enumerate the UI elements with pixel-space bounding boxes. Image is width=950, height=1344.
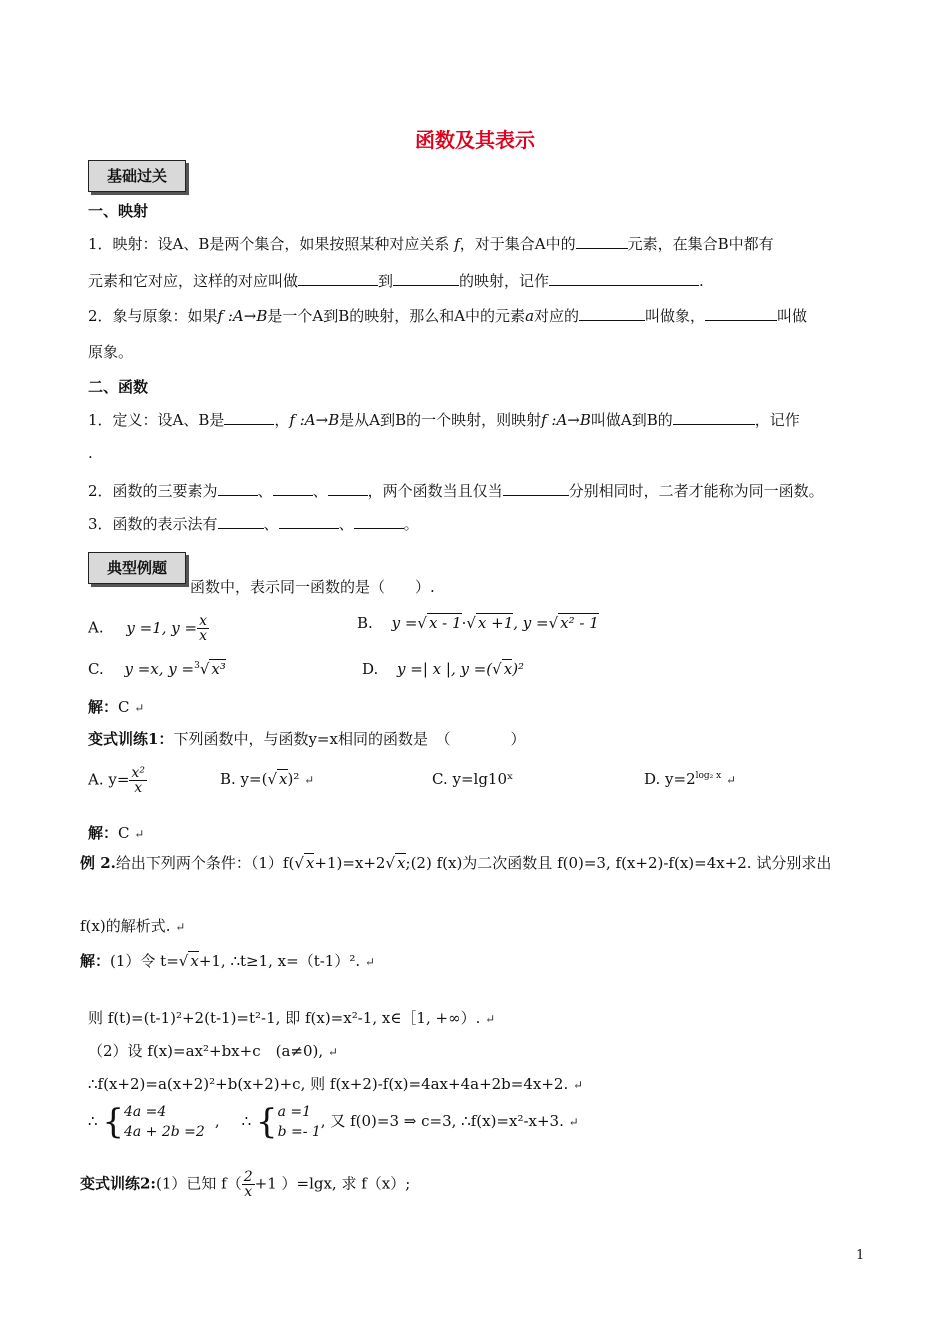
- text: , 又 f(0)=3 ⇒ c=3, ∴f(x)=x²-x+3.: [320, 1112, 564, 1130]
- fill-blank: [579, 306, 645, 321]
- fill-blank: [298, 271, 378, 286]
- text: 元素和它对应，这样的对应叫做: [88, 272, 299, 290]
- text: 1．映射：设A、B是两个集合，如果按照某种对应关系: [88, 235, 450, 253]
- text: 分别相同时，二者才能称为同一函数。: [568, 482, 824, 500]
- text: 叫做: [777, 307, 808, 325]
- radicand: x: [279, 770, 288, 788]
- text: 到: [378, 272, 394, 290]
- radicand: x³: [211, 660, 226, 678]
- example-2-line-2: [80, 915, 185, 936]
- radicand: x - 1: [428, 614, 462, 632]
- var-a: a: [525, 307, 535, 325]
- text: 对应的: [534, 307, 580, 325]
- example-2-solution-5: [88, 1102, 579, 1142]
- map-notation: f :A→B: [289, 411, 340, 429]
- return-arrow-icon: ↵: [726, 773, 737, 787]
- power-base: 2: [686, 770, 696, 788]
- text: 是从A到B的一个映射，则映射: [339, 411, 542, 429]
- option-d-expression-end: )²: [512, 660, 525, 678]
- radicand: x +1: [477, 614, 514, 632]
- variant-1-option-d: [644, 770, 736, 788]
- return-arrow-icon: ↵: [364, 955, 375, 969]
- text: f(x)的解析式.: [80, 917, 171, 935]
- radical-sign: √: [548, 614, 559, 632]
- variant-2: [80, 1170, 410, 1199]
- equation-system-2: [278, 1102, 321, 1142]
- var-f: f: [454, 235, 460, 253]
- return-arrow-icon: ↵: [304, 773, 315, 787]
- text: 、: [312, 482, 328, 500]
- return-arrow-icon: ↵: [327, 1045, 338, 1059]
- text: 叫做A到B的: [590, 411, 673, 429]
- text: 给出下列两个条件：（1）f(: [115, 854, 295, 872]
- variant-1-option-b: [220, 770, 314, 788]
- mapping-paragraph-2-line-2: 原象。: [88, 343, 134, 361]
- text: +1, ∴t≥1, x=（t-1）².: [198, 952, 361, 970]
- example-1-solution: [88, 696, 144, 717]
- numerator: x²: [131, 765, 145, 781]
- text: 3．函数的表示法有: [88, 515, 218, 533]
- radicand: x: [397, 854, 406, 872]
- option-b: [357, 614, 599, 632]
- example-label: 例 2.: [80, 854, 116, 872]
- option-a: [88, 614, 209, 643]
- return-arrow-icon: ↵: [134, 827, 145, 841]
- variant-text: 下列函数中，与函数y=x相同的函数是 （ ）: [173, 730, 526, 748]
- text: ，记作: [754, 411, 800, 429]
- fill-blank: [503, 481, 569, 496]
- text: 叫做象，: [645, 307, 706, 325]
- option-c-expression: y =x, y =: [124, 660, 195, 678]
- mapping-paragraph-1-line-2: [88, 270, 704, 291]
- fraction: [242, 1170, 255, 1199]
- text: 、: [338, 515, 354, 533]
- text: 1．定义：设A、B是: [88, 411, 225, 429]
- dot: ·: [461, 614, 467, 632]
- text: ，: [274, 411, 290, 429]
- example-2-solution-4: [88, 1073, 583, 1094]
- text: 、: [263, 515, 279, 533]
- function-definition: [88, 409, 800, 430]
- option-text: D. y=: [644, 770, 687, 788]
- variant-1-option-a: [88, 766, 147, 795]
- heading-function: 二、函数: [88, 378, 149, 396]
- example-2-solution-2: [88, 1007, 495, 1028]
- fraction: [129, 766, 147, 795]
- option-b-expression-2: , y =: [513, 614, 549, 632]
- radical-sign: √: [492, 660, 502, 678]
- option-text-end: )²: [287, 770, 300, 788]
- radicand: x: [503, 660, 513, 678]
- fill-blank: [393, 271, 459, 286]
- radicand: x: [190, 952, 199, 970]
- solution-answer: C: [118, 824, 130, 842]
- comma: ,: [214, 1112, 220, 1130]
- section-box-examples: 典型例题: [88, 552, 186, 584]
- fill-blank: [218, 514, 264, 529]
- therefore-symbol: ∴: [241, 1112, 252, 1130]
- denominator: x: [244, 1184, 253, 1200]
- text: 的映射，记作: [459, 272, 550, 290]
- example-1-stem: 函数中，表示同一函数的是（ ）.: [190, 578, 435, 596]
- fill-blank: [224, 410, 274, 425]
- text: （2）设 f(x)=ax²+bx+c (a≠0),: [88, 1042, 324, 1060]
- page-title: 函数及其表示: [415, 128, 535, 152]
- return-arrow-icon: ↵: [134, 701, 145, 715]
- option-label: D.: [362, 660, 379, 678]
- radical-sign: √: [466, 614, 476, 632]
- function-definition-dot: .: [88, 444, 93, 462]
- text: 。: [403, 515, 419, 533]
- left-brace: {: [255, 1102, 278, 1142]
- text: ∴f(x+2)=a(x+2)²+b(x+2)+c, 则 f(x+2)-f(x)=4ax+4a+2b=4x+2.: [88, 1075, 569, 1093]
- option-d: [362, 660, 524, 678]
- text: +1 ）=lgx, 求 f（x）;: [254, 1174, 411, 1193]
- text: +1)=x+2: [314, 854, 386, 872]
- variant-1-solution: [88, 822, 144, 843]
- fill-blank: [673, 410, 755, 425]
- text: .: [699, 272, 704, 290]
- option-label: A.: [88, 618, 104, 637]
- fraction: [197, 614, 209, 643]
- text: 2．函数的三要素为: [88, 482, 218, 500]
- variant-1: [88, 728, 525, 749]
- equation: b =- 1: [277, 1124, 321, 1140]
- text: ;(2) f(x)为二次函数且 f(0)=3, f(x+2)-f(x)=4x+2. 试分别求出: [405, 854, 832, 872]
- option-label: C.: [88, 660, 104, 678]
- text: ，对于集合A中的: [459, 235, 576, 253]
- text: (1）已知 f（: [155, 1174, 242, 1193]
- return-arrow-icon: ↵: [573, 1078, 584, 1092]
- equation-system-1: [124, 1102, 205, 1142]
- fill-blank: [279, 514, 339, 529]
- therefore-symbol: ∴: [88, 1112, 98, 1130]
- function-representations: [88, 513, 419, 534]
- option-d-expression: y =| x |, y =(: [397, 660, 493, 678]
- fill-blank: [576, 234, 628, 249]
- fill-blank: [218, 481, 258, 496]
- heading-mapping: 一、映射: [88, 202, 149, 220]
- fill-blank: [273, 481, 313, 496]
- radical-sign: √: [417, 614, 427, 632]
- variant-label: 变式训练2:: [80, 1174, 156, 1193]
- solution-answer: C: [118, 698, 130, 716]
- text: 则 f(t)=(t-1)²+2(t-1)=t²-1, 即 f(x)=x²-1, x∈［1, +∞）.: [88, 1009, 481, 1027]
- option-text: B. y=(: [220, 770, 268, 788]
- equation: 4a =4: [123, 1104, 167, 1120]
- function-three-elements: [88, 480, 824, 501]
- equation: a =1: [277, 1104, 311, 1120]
- return-arrow-icon: ↵: [485, 1012, 496, 1026]
- option-c: [88, 660, 226, 678]
- radicand: x: [305, 854, 315, 872]
- variant-label: 变式训练1：: [88, 730, 174, 748]
- radical-sign: √: [178, 952, 189, 970]
- option-a-expression: y =1, y =: [126, 618, 198, 637]
- power-exponent: log₂ x: [695, 771, 722, 781]
- radical-sign: √: [294, 854, 304, 872]
- equation: 4a + 2b =2: [123, 1124, 205, 1140]
- option-b-expression: y =: [391, 614, 418, 632]
- text: 是一个A到B的映射，那么和A中的元素: [267, 307, 526, 325]
- map-notation: f :A→B: [217, 307, 268, 325]
- mapping-paragraph-1-line-1: [88, 233, 774, 254]
- example-2-solution-3: [88, 1040, 338, 1061]
- return-arrow-icon: ↵: [568, 1115, 579, 1129]
- text: 元素，在集合B中都有: [627, 235, 774, 253]
- radical-sign: √: [267, 770, 278, 788]
- solution-label: 解：: [88, 824, 119, 842]
- numerator: 2: [243, 1169, 253, 1185]
- example-2-solution-1: [80, 950, 375, 971]
- denominator: x: [134, 780, 143, 796]
- fill-blank: [549, 271, 699, 286]
- text: (1）令 t=: [110, 952, 179, 970]
- left-brace: {: [102, 1102, 124, 1142]
- fill-blank: [328, 481, 368, 496]
- option-text: A. y=: [88, 770, 130, 789]
- option-label: B.: [357, 614, 373, 632]
- solution-label: 解：: [80, 952, 111, 970]
- mapping-paragraph-2-line-1: [88, 305, 807, 326]
- text: ，两个函数当且仅当: [367, 482, 503, 500]
- fill-blank: [705, 306, 777, 321]
- radical-sign: √: [385, 854, 396, 872]
- solution-label: 解：: [88, 698, 119, 716]
- numerator: x: [199, 613, 207, 629]
- text: 、: [257, 482, 273, 500]
- return-arrow-icon: ↵: [175, 920, 186, 934]
- variant-1-option-c: C. y=lg10ˣ: [432, 770, 514, 788]
- cube-root-sign: $^3$√: [194, 660, 210, 678]
- section-box-basic: 基础过关: [88, 160, 186, 192]
- page-number: 1: [856, 1248, 865, 1263]
- radicand: x² - 1: [560, 614, 599, 632]
- text: 2．象与原象：如果: [88, 307, 218, 325]
- map-notation: f :A→B: [541, 411, 591, 429]
- denominator: x: [199, 628, 207, 644]
- example-2-line-1: [80, 852, 831, 873]
- fill-blank: [354, 514, 404, 529]
